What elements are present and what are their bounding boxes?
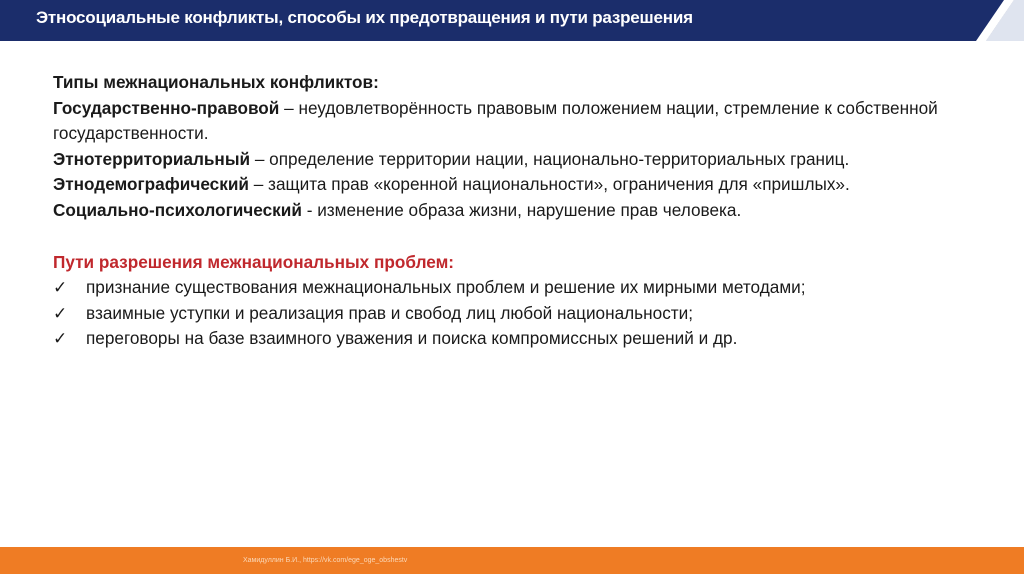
conflict-type-term: Государственно-правовой [53,97,280,118]
conflict-type-item [53,96,983,147]
conflict-type-item [53,147,983,173]
types-heading: Типы межнациональных конфликтов: [53,72,379,92]
conflict-type-term: Этнотерриториальный [53,148,251,169]
section-spacer [53,224,983,250]
check-icon: ✓ [53,329,68,349]
check-icon: ✓ [53,278,68,298]
footer-credit: Хамидуллин Б.И., https://vk.com/ege_oge_obshestv [243,557,408,564]
conflict-type-item [53,198,983,224]
ways-list-item [53,301,983,327]
ways-heading: Пути разрешения межнациональных проблем: [53,251,455,272]
footer-bar [0,547,1024,574]
conflict-type-desc: - изменение образа жизни, нарушение прав человека. [301,199,742,220]
conflict-type-desc: – неудовлетворённость правовым положением нации, стремление к собственной государственности. [53,97,938,144]
header-bar [0,0,1024,41]
ways-item-text: переговоры на базе взаимного уважения и поиска компромиссных решений и др. [86,328,738,349]
ways-item-text: признание существования межнациональных проблем и решение их мирными методами; [86,277,806,298]
conflict-types-list [53,96,983,224]
slide-content [53,70,983,352]
ways-list-item [53,326,983,352]
conflict-type-desc: – защита прав «коренной национальности», ограничения для «пришлых». [248,174,850,195]
conflict-type-desc: – определение территории нации, национально-территориальных границ. [250,148,850,169]
ways-list [53,275,983,352]
ways-item-text: взаимные уступки и реализация прав и свобод лиц любой национальности; [86,302,694,323]
conflict-type-term: Социально-психологический [53,199,302,220]
check-icon: ✓ [53,303,68,323]
ways-list-item [53,275,983,301]
conflict-type-item [53,172,983,198]
conflict-type-term: Этнодемографический [53,174,249,195]
slide-title: Этносоциальные конфликты, способы их предотвращения и пути разрешения [36,8,693,27]
